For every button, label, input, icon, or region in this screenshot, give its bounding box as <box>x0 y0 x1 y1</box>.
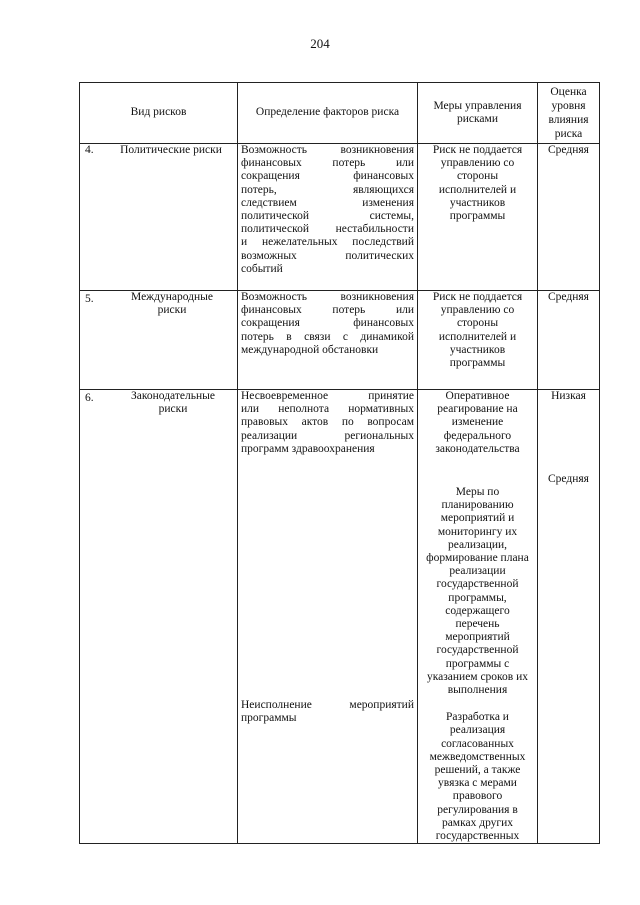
table-row <box>80 291 600 390</box>
risk-type-cell <box>80 390 238 844</box>
row-number: 4. <box>85 144 94 156</box>
factor-line: международной обстановки <box>241 343 379 356</box>
risk-name: Законодательные риски <box>131 390 215 416</box>
factor-line: сокращения финансовых <box>241 317 414 330</box>
risk-type-cell <box>80 144 238 291</box>
measure-block: Разработка и реализация согласованных межведомственных решений, а также увязка с мерами правового регулирования в рамках других государственных <box>429 711 526 843</box>
factor-line: правовых актов по вопросам <box>241 416 414 429</box>
risk-name: Международные риски <box>131 291 213 317</box>
risk-name: Политические риски <box>120 144 222 156</box>
factor-line: следствием изменения <box>241 196 414 209</box>
factor-line: возможных политических <box>241 249 414 262</box>
risk-factor-cell <box>238 291 418 390</box>
factor-line: потерь в связи с динамикой <box>241 330 414 343</box>
factor-line: программ здравоохранения <box>241 442 375 455</box>
risk-factor-cell <box>238 144 418 291</box>
risk-level-cell <box>538 390 600 844</box>
factor-line: финансовых потерь или <box>241 157 414 170</box>
risk-level-value: Низкая <box>551 390 586 402</box>
factor-line: и нежелательных последствий <box>241 236 414 249</box>
factor-line: политической нестабильности <box>241 223 414 236</box>
risk-level-cell: Средняя <box>538 144 600 291</box>
factor-line: сокращения финансовых <box>241 170 414 183</box>
risk-type-cell <box>80 291 238 390</box>
factor-block <box>241 699 414 725</box>
row-number: 5. <box>85 293 94 305</box>
header-risk-type: Вид рисков <box>80 83 238 144</box>
risk-measure-cell: Риск не поддается управлению со стороны исполнителей и участников программы <box>418 291 538 390</box>
factor-block <box>241 390 414 456</box>
factor-line: Возможность возникновения <box>241 144 414 156</box>
factor-line: потерь, являющихся <box>241 183 414 196</box>
factor-line: политической системы, <box>241 210 414 223</box>
risk-table <box>79 82 600 844</box>
header-risk-level: Оценка уровня влияния риска <box>538 83 600 144</box>
risk-factor-cell <box>238 390 418 844</box>
factor-line: реализации региональных <box>241 429 414 442</box>
table-header-row <box>80 83 600 144</box>
factor-line: Возможность возникновения <box>241 291 414 303</box>
factor-line: программы <box>241 712 297 725</box>
header-risk-factors: Определение факторов риска <box>238 83 418 144</box>
row-number: 6. <box>85 392 94 404</box>
page-number: 204 <box>310 36 330 51</box>
table-row <box>80 144 600 291</box>
factor-line: или неполнота нормативных <box>241 403 414 416</box>
measure-block: Оперативное реагирование на изменение федерального законодательства <box>435 390 520 455</box>
factor-line: событий <box>241 262 283 275</box>
measure-block: Меры по планированию мероприятий и мониторингу их реализации, формирование плана реализации государственной программы, содержащего перечень мероприятий государственной программы с указанием сроков их выполнения <box>426 486 529 697</box>
risk-level-value: Средняя <box>548 473 589 486</box>
risk-measure-cell <box>418 390 538 844</box>
risk-level-cell: Средняя <box>538 291 600 390</box>
table-row <box>80 390 600 844</box>
header-risk-measures: Меры управления рисками <box>418 83 538 144</box>
factor-line: Неисполнение мероприятий <box>241 699 414 712</box>
factor-line: Несвоевременное принятие <box>241 390 414 402</box>
risk-measure-cell: Риск не поддается управлению со стороны исполнителей и участников программы <box>418 144 538 291</box>
factor-line: финансовых потерь или <box>241 304 414 317</box>
